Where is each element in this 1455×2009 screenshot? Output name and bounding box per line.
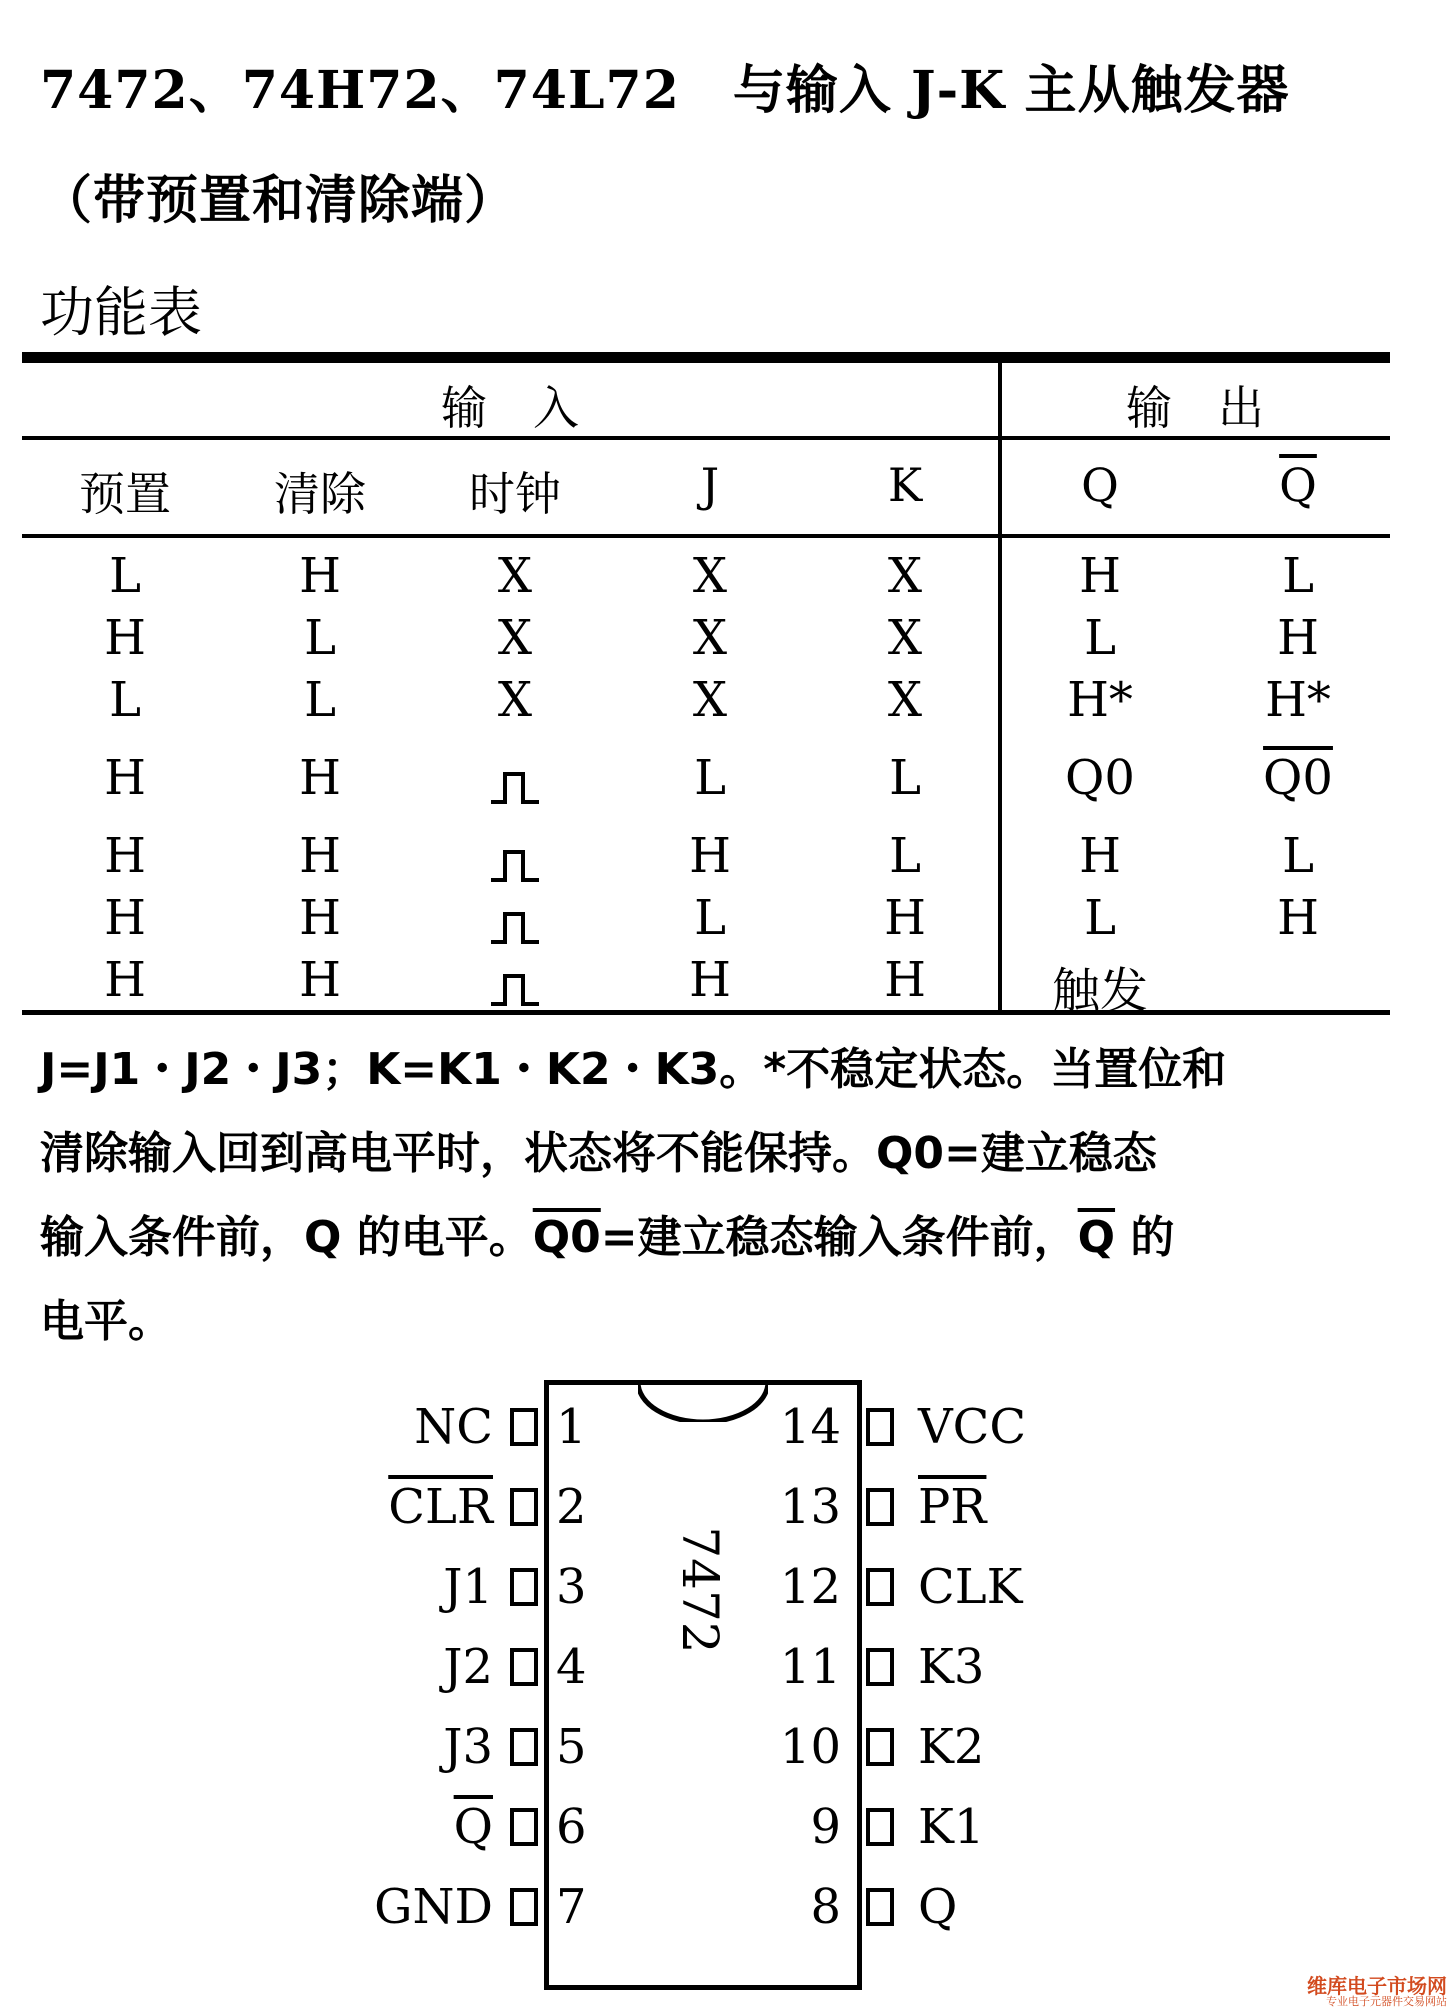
table-cell: H (1277, 610, 1319, 666)
notes-line-2: 清除输入回到高电平时，状态将不能保持。Q0=建立稳态 (40, 1128, 1157, 1179)
table-cell: H (299, 548, 341, 604)
table-cell: H* (1067, 672, 1133, 728)
section-label: 功能表 (40, 281, 202, 344)
header-q-bar: $\overline{Q}$ (1279, 458, 1317, 512)
table-cell: X (692, 548, 728, 604)
table-cell: L (1282, 828, 1314, 884)
table-cell: H (1277, 890, 1319, 946)
pin-box (866, 1648, 894, 1686)
pin-name: Q (918, 1879, 958, 1935)
notes-line-1: J=J1・J2・J3；K=K1・K2・K3。*不稳定状态。当置位和 (40, 1044, 1227, 1095)
pin-box (866, 1808, 894, 1846)
table-cell: Q0 (1263, 750, 1333, 806)
pin-number: 5 (556, 1719, 587, 1775)
table-cell: Q0 (1065, 750, 1135, 806)
pin-number: 2 (556, 1479, 587, 1535)
table-cell: L (1282, 548, 1314, 604)
table-cell: L (304, 672, 336, 728)
notes-line-3 (40, 1196, 1410, 1280)
table-cell: H (299, 952, 341, 1008)
pin-number: 9 (810, 1799, 841, 1855)
table-cell: L (889, 750, 921, 806)
pin-number: 11 (779, 1639, 841, 1695)
pin-number: 12 (779, 1559, 841, 1615)
table-cell: H* (1265, 672, 1331, 728)
clock-pulse-icon (489, 770, 541, 804)
pin-number: 6 (556, 1799, 587, 1855)
group-output-label: 输 出 (1126, 381, 1264, 435)
table-cell: L (694, 750, 726, 806)
clock-pulse-icon (489, 848, 541, 882)
pin-name: K2 (918, 1719, 985, 1775)
table-header-rule (22, 534, 1390, 538)
table-top-rule (22, 352, 1390, 363)
table-cell: H (104, 750, 146, 806)
table-cell: X (497, 672, 533, 728)
pin-box (866, 1408, 894, 1446)
pin-box (510, 1808, 538, 1846)
table-io-separator (998, 360, 1002, 1012)
chip-label: 7472 (671, 1526, 729, 1654)
pin-number: 1 (556, 1399, 587, 1455)
notes-line-3c: =建立稳态输入条件前， (600, 1212, 1078, 1263)
pin-box (866, 1888, 894, 1926)
pin-number: 10 (779, 1719, 841, 1775)
pin-name: VCC (918, 1399, 1027, 1455)
table-cell: H (299, 890, 341, 946)
table-cell: H (884, 952, 926, 1008)
table-cell: H (689, 828, 731, 884)
pin-number: 8 (810, 1879, 841, 1935)
title-line-2: （带预置和清除端） (40, 170, 518, 231)
pin-box (866, 1728, 894, 1766)
pin-name: J3 (443, 1719, 493, 1775)
table-cell: H (104, 952, 146, 1008)
table-cell: L (109, 672, 141, 728)
pin-box (510, 1408, 538, 1446)
header-q: Q (1081, 458, 1119, 512)
clock-pulse-icon (489, 972, 541, 1006)
table-cell: H (299, 828, 341, 884)
watermark-logo: 维库电子市场网 (1307, 1974, 1447, 1998)
table-cell: X (497, 610, 533, 666)
pin-name: GND (374, 1879, 493, 1935)
pin-name: $\overline{CLR}$ (388, 1479, 493, 1535)
pin-number: 13 (779, 1479, 841, 1535)
notes-line-3a: 输入条件前，Q 的电平。 (40, 1212, 533, 1263)
notes-line-4: 电平。 (40, 1296, 172, 1347)
notes-line-3e: 的 (1115, 1212, 1175, 1263)
table-cell: L (304, 610, 336, 666)
header-j: J (700, 458, 720, 512)
table-cell: H (104, 610, 146, 666)
table-cell: H (689, 952, 731, 1008)
pin-box (510, 1728, 538, 1766)
pin-number: 4 (556, 1639, 587, 1695)
clock-pulse-icon (489, 910, 541, 944)
notes-q-bar: $\overline{Q}$ (1077, 1212, 1116, 1263)
pin-name: J1 (443, 1559, 493, 1615)
chip-notch (638, 1382, 768, 1422)
pin-number: 7 (556, 1879, 587, 1935)
table-cell: X (887, 672, 923, 728)
header-clock: 时钟 (469, 467, 561, 521)
table-cell: H (104, 828, 146, 884)
pin-box (510, 1488, 538, 1526)
header-k: K (887, 458, 923, 512)
pin-number: 14 (779, 1399, 841, 1455)
pin-name: CLK (918, 1559, 1023, 1615)
table-cell: L (889, 828, 921, 884)
table-cell: X (692, 610, 728, 666)
pin-name: $\overline{PR}$ (918, 1479, 987, 1535)
pin-name: K3 (918, 1639, 985, 1695)
table-cell: X (692, 672, 728, 728)
pin-box (510, 1568, 538, 1606)
group-input-label: 输 入 (441, 381, 579, 435)
table-cell: X (887, 548, 923, 604)
pin-number: 3 (556, 1559, 587, 1615)
notes-q0-bar: Q0 (532, 1212, 601, 1263)
pin-name: $\overline{Q}$ (453, 1799, 493, 1855)
pin-box (866, 1568, 894, 1606)
table-cell: L (694, 890, 726, 946)
pin-box (866, 1488, 894, 1526)
table-cell: X (887, 610, 923, 666)
watermark-subtitle: 专业电子元器件交易网站 (1326, 1995, 1447, 2008)
table-cell: L (1084, 890, 1116, 946)
table-cell: H (1079, 548, 1121, 604)
table-bottom-rule (22, 1010, 1390, 1015)
header-preset: 预置 (79, 467, 171, 521)
table-cell: X (497, 548, 533, 604)
pin-box (510, 1648, 538, 1686)
table-cell: H (104, 890, 146, 946)
table-cell: H (299, 750, 341, 806)
table-cell: H (1079, 828, 1121, 884)
title-line-1: 7472、74H72、74L72 与输入 J-K 主从触发器 (40, 60, 1290, 121)
table-cell: L (1084, 610, 1116, 666)
pin-box (510, 1888, 538, 1926)
header-clear: 清除 (274, 467, 366, 521)
notes-paragraph (40, 1028, 1410, 1364)
pin-name: K1 (918, 1799, 985, 1855)
pin-name: NC (414, 1399, 493, 1455)
table-cell: L (109, 548, 141, 604)
pin-name: J2 (443, 1639, 493, 1695)
table-cell: H (884, 890, 926, 946)
table-cell: 触发 (1051, 963, 1149, 1019)
